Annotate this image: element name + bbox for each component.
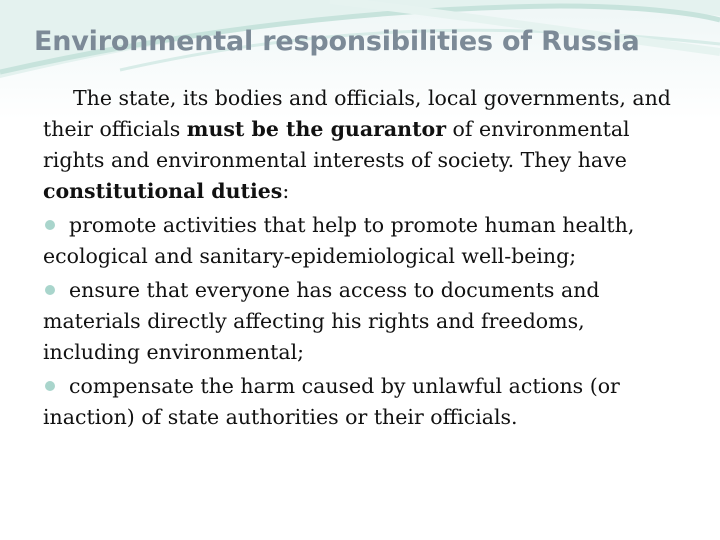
intro-text-3: :: [282, 179, 290, 203]
intro-text-1: The state, its bodies and officials, local governments, and their officials: [43, 86, 671, 141]
slide-body: [43, 83, 683, 433]
intro-bold-guarantor: must be the guarantor: [186, 117, 447, 141]
intro-bold-duties: constitutional duties: [43, 179, 283, 203]
bullet-item: [43, 275, 683, 368]
bullet-item: [43, 210, 683, 272]
intro-paragraph: [43, 83, 683, 207]
intro-text-2: of environmental rights and environmental interests of society. They have: [43, 117, 630, 172]
bullet-item: [43, 371, 683, 433]
bullet-dot-icon: [45, 220, 55, 230]
bullet-dot-icon: [45, 285, 55, 295]
bullet-text: compensate the harm caused by unlawful actions (or inaction) of state authorities or their officials.: [43, 374, 620, 429]
slide-title: Environmental responsibilities of Russia: [34, 26, 640, 57]
bullet-dot-icon: [45, 381, 55, 391]
bullet-text: promote activities that help to promote human health, ecological and sanitary-epidemiological well-being;: [43, 213, 635, 268]
bullet-text: ensure that everyone has access to documents and materials directly affecting his rights and freedoms, including environmental;: [43, 278, 600, 364]
